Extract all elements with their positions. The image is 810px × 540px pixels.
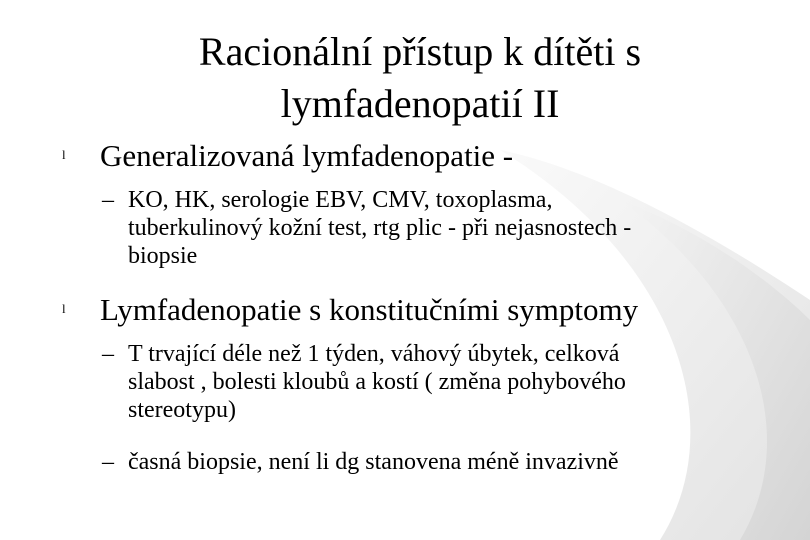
sub-bullet-item xyxy=(102,448,619,476)
sub-bullet-marker: – xyxy=(102,341,114,367)
bullet-text: Lymfadenopatie s konstitučními symptomy xyxy=(100,292,639,327)
sub-bullet-item xyxy=(102,340,626,424)
bullet-marker: l xyxy=(62,301,66,316)
sub-bullet-line: KO, HK, serologie EBV, CMV, toxoplasma, xyxy=(128,187,553,213)
sub-bullet-marker: – xyxy=(102,187,114,213)
bullet-item xyxy=(62,138,514,174)
sub-bullet-line: časná biopsie, není li dg stanovena méně invazivně xyxy=(128,449,619,475)
sub-bullet-line: T trvající déle než 1 týden, váhový úbytek, celková xyxy=(128,341,620,367)
sub-bullet-line: slabost , bolesti kloubů a kostí ( změna pohybového xyxy=(128,369,626,395)
title-line-1: Racionální přístup k dítěti s xyxy=(198,29,642,74)
bullet-marker: l xyxy=(62,147,66,162)
sub-bullet-item xyxy=(102,186,632,270)
bullet-text: Generalizovaná lymfadenopatie - xyxy=(100,138,514,173)
title-line-2: lymfadenopatií II xyxy=(280,81,560,126)
sub-bullet-line: stereotypu) xyxy=(128,397,236,423)
sub-bullet-line: biopsie xyxy=(128,243,198,269)
slide-title xyxy=(100,26,740,130)
bullet-item xyxy=(62,292,639,328)
sub-bullet-line: tuberkulinový kožní test, rtg plic - při nejasnostech - xyxy=(128,215,632,241)
sub-bullet-marker: – xyxy=(102,449,114,475)
